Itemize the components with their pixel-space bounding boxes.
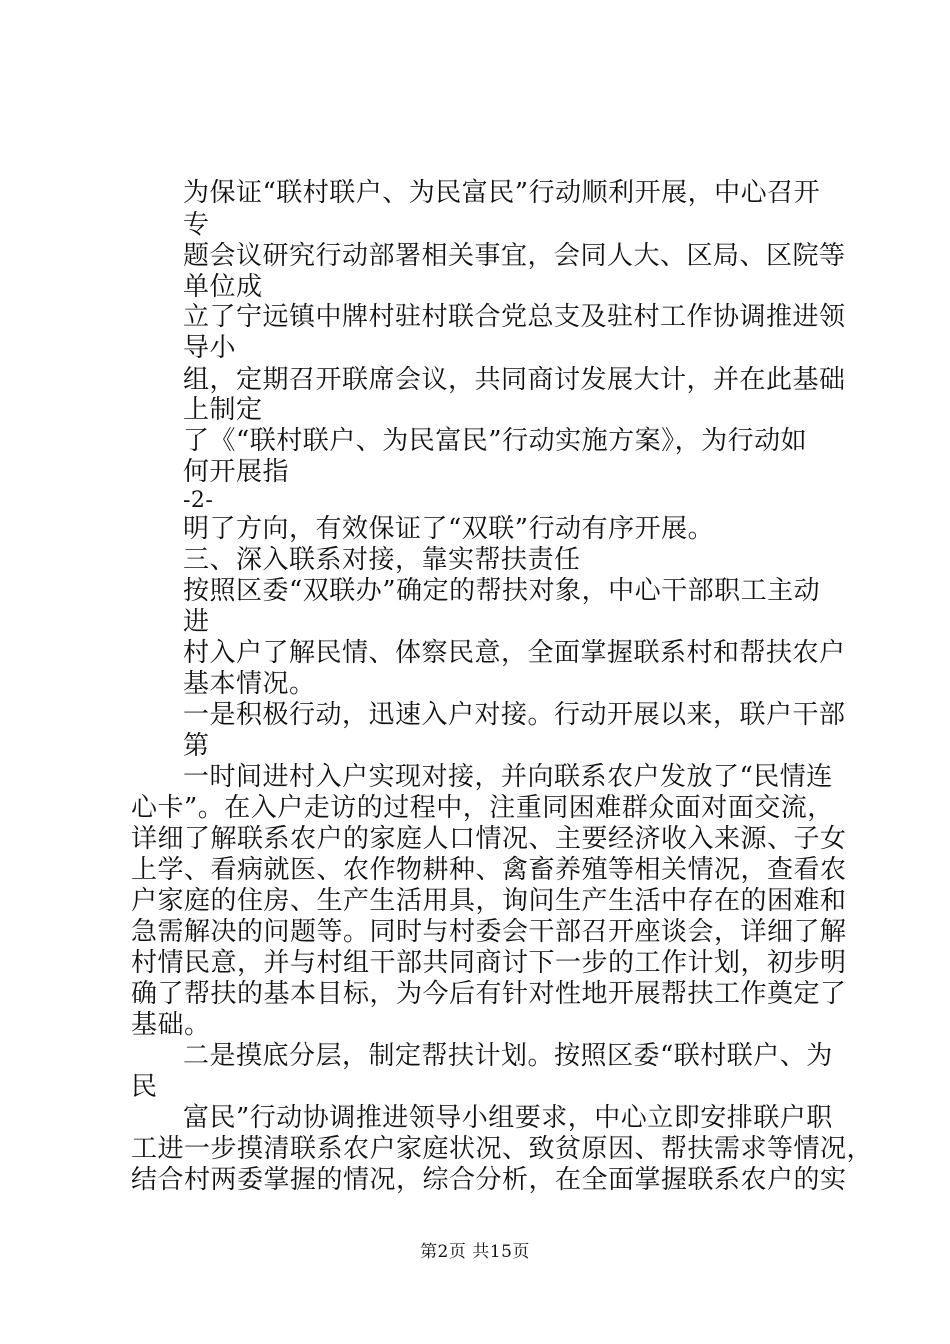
text-line: 立了宁远镇中牌村驻村联合党总支及驻村工作协调推进领 <box>183 302 846 332</box>
text-line: 组，定期召开联席会议，共同商讨发展大计，并在此基础 <box>183 365 846 395</box>
text-line: 进 <box>183 607 210 637</box>
text-line: 村入户了解民情、体察民意，全面掌握联系村和帮扶农户 <box>183 638 846 668</box>
text-line: 二是摸底分层，制定帮扶计划。按照区委“联村联户、为 <box>183 1041 833 1071</box>
text-line: 户家庭的住房、生产生活用具，询问生产生活中存在的困难和 <box>131 886 847 916</box>
text-line: 详细了解联系农户的家庭人口情况、主要经济收入来源、子女 <box>131 824 847 854</box>
text-line: 急需解决的问题等。同时与村委会干部召开座谈会，详细了解 <box>131 917 847 947</box>
page-number-marker: -2- <box>183 488 214 513</box>
text-line: 工进一步摸清联系农户家庭状况、致贫原因、帮扶需求等情况， <box>131 1134 874 1164</box>
page-footer: 第2页 共15页 <box>420 1242 530 1262</box>
text-line: 了《“联村联户、为民富民”行动实施方案》，为行动如 <box>183 426 808 456</box>
text-line: 专 <box>183 210 210 240</box>
text-line: 按照区委“双联办”确定的帮扶对象，中心干部职工主动 <box>183 576 821 606</box>
section-heading: 三、深入联系对接，靠实帮扶责任 <box>183 545 581 575</box>
text-line: 心卡”。在入户走访的过程中，注重同困难群众面对面交流， <box>131 793 834 823</box>
text-line: 民 <box>131 1072 158 1102</box>
text-line: 富民”行动协调推进领导小组要求，中心立即安排联户职 <box>183 1103 833 1133</box>
text-line: 一是积极行动，迅速入户对接。行动开展以来，联户干部 <box>183 700 846 730</box>
text-line: 结合村两委掌握的情况，综合分析，在全面掌握联系农户的实 <box>131 1165 847 1195</box>
text-line: 上学、看病就医、农作物耕种、禽畜养殖等相关情况，查看农 <box>131 855 847 885</box>
text-line: 单位成 <box>183 272 263 302</box>
text-line: 村情民意，并与村组干部共同商讨下一步的工作计划，初步明 <box>131 948 847 978</box>
text-line: 一时间进村入户实现对接，并向联系农户发放了“民情连 <box>183 762 833 792</box>
text-line: 基础。 <box>131 1010 211 1040</box>
text-line: 为保证“联村联户、为民富民”行动顺利开展，中心召开 <box>183 178 821 208</box>
text-line: 确了帮扶的基本目标，为今后有针对性地开展帮扶工作奠定了 <box>131 979 847 1009</box>
text-line: 导小 <box>183 333 237 363</box>
text-line: 基本情况。 <box>183 669 316 699</box>
text-line: 何开展指 <box>183 457 290 487</box>
text-line: 题会议研究行动部署相关事宜，会同人大、区局、区院等 <box>183 241 846 271</box>
text-line: 第 <box>183 731 210 761</box>
text-line: 上制定 <box>183 395 263 425</box>
text-line: 明了方向，有效保证了“双联”行动有序开展。 <box>183 514 715 544</box>
